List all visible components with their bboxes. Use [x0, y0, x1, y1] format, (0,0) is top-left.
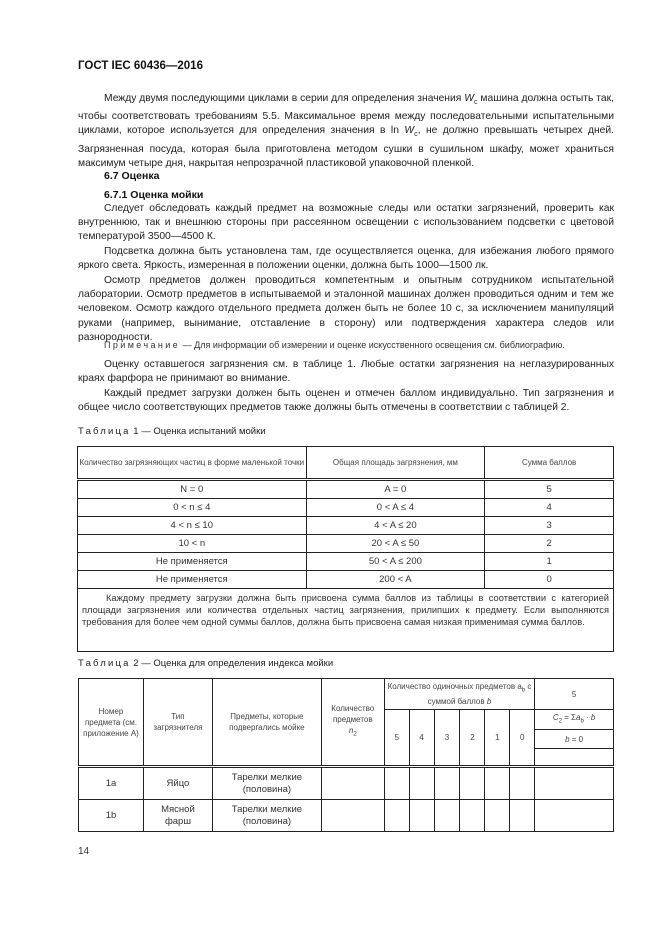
paragraph-3 — [78, 274, 614, 345]
cell-items-washed: Тарелки мелкие (половина) — [212, 767, 321, 800]
cell-score-2 — [460, 767, 485, 800]
cell-score-5 — [384, 767, 409, 800]
score-col-0: 0 — [510, 710, 535, 767]
cell: 3 — [485, 517, 614, 535]
cell-score-2 — [460, 800, 485, 832]
cell: 50 < A ≤ 200 — [306, 553, 485, 571]
cell-score-3 — [434, 767, 460, 800]
table-row — [78, 499, 614, 517]
table2-header-sum-lower: b = 0 — [535, 730, 614, 749]
table2-header-single-items — [384, 679, 534, 710]
table-row — [78, 553, 614, 571]
table2-caption — [78, 658, 333, 669]
table2 — [78, 678, 614, 832]
table2-header-items-washed: Предметы, которые подвергались мойке — [212, 679, 321, 767]
cell-score-3 — [434, 800, 460, 832]
cell: N = 0 — [78, 480, 307, 499]
cell: 5 — [485, 480, 614, 499]
paragraph-5 — [78, 387, 614, 415]
cell-score-4 — [409, 800, 434, 832]
table1-caption-label: Таблица — [78, 426, 131, 437]
intro-text-1: Между двумя последующими циклами в серии для определения значения — [104, 93, 465, 104]
table2-header-sum-formula: $C_2 = \Sigma a_b \cdot b$ — [535, 710, 614, 730]
table1 — [77, 446, 614, 652]
var-w: W — [464, 93, 474, 104]
table-row — [78, 480, 614, 499]
intro-text-3: , не должно превышать четырех дней. Загрязненная посуда, которая была приготовлена методом сушки в сушильном шкафу, может храниться максимум четыре дня, накрытая непрозрачной пластиковой упаковочной пленкой. — [78, 125, 614, 169]
paragraph-2-text: Подсветка должна быть установлена там, где осуществляется оценка, для избежания любого прямого яркого света. Яркость, измеренная в положении оценки, должна быть 1000—1500 лк. — [78, 246, 614, 272]
cell-count — [321, 767, 384, 800]
count-label: Количество предметов — [331, 704, 375, 725]
table2-header-sum-upper: 5 — [535, 679, 614, 710]
cell: 4 — [485, 499, 614, 517]
score-col-4: 4 — [409, 710, 434, 767]
cell: Не применяется — [78, 571, 307, 589]
paragraph-3-text: Осмотр предметов должен проводиться компетентным и опытным сотрудником испытательной лаборатории. Осмотр предметов в испытываемой и эталонной машинах должен проводиться одним и тем же человеком. Осмотр каждого отдельного предмета должен быть не более 10 с, за исключением манипуляций руками (например, вынимание, отставление в сторону) или подтверждения характера следов или разнородности. — [78, 275, 614, 343]
section-title: 6.7 Оценка — [104, 170, 160, 182]
single-items-var: b — [486, 697, 492, 707]
cell-score-0 — [510, 767, 535, 800]
cell: 200 < A — [306, 571, 485, 589]
table1-header-area: Общая площадь загрязнения, мм — [306, 447, 485, 480]
table-row — [78, 535, 614, 553]
note-label: Примечание — [104, 340, 181, 350]
table2-header-blank — [535, 749, 614, 767]
intro-text-2: машина должна остыть так, чтобы соответствовать требованиям 5.5. Максимальное время между последовательными испытательными циклами, которое используется для определения значения в ln — [78, 93, 614, 137]
table2-header-soil-type: Тип загрязнителя — [143, 679, 212, 767]
single-items-sub: b — [521, 687, 526, 694]
cell-count — [321, 800, 384, 832]
table1-header-score: Сумма баллов — [485, 447, 614, 480]
table1-header-row — [78, 447, 614, 480]
table1-caption-text: 1 — Оценка испытаний мойки — [130, 426, 266, 437]
cell: 20 < A ≤ 50 — [306, 535, 485, 553]
paragraph-1-text: Следует обследовать каждый предмет на возможные следы или остатки загрязнений, проверить как внутреннюю, так и внешнюю стороны при рассеянном освещении с использованием подсветки с цветовой температурой 3500—4500 К. — [78, 203, 614, 243]
table2-caption-label: Таблица — [78, 658, 131, 669]
standard-header: ГОСТ IEC 60436—2016 — [78, 60, 203, 72]
cell: 0 < n ≤ 4 — [78, 499, 307, 517]
var-sub: c — [473, 99, 478, 107]
cell: A = 0 — [306, 480, 485, 499]
table1-header-particles: Количество загрязняющих частиц в форме маленькой точки — [78, 447, 307, 480]
table1-footnote-text: Каждому предмету загрузки должна быть присвоена сумма баллов из таблицы в соответствии с категорией площади загрязнения или количества отдельных частиц загрязнения, прилипших к предмету. Если выполняются требования для более чем одной суммы баллов, должна быть присвоена самая низкая применимая сумма баллов. — [82, 593, 609, 628]
cell: 4 < A ≤ 20 — [306, 517, 485, 535]
table2-header-row-1 — [79, 679, 614, 710]
single-items-label: Количество одиночных предметов a — [387, 681, 522, 691]
cell: 4 < n ≤ 10 — [78, 517, 307, 535]
cell: 2 — [485, 535, 614, 553]
cell-sum — [535, 767, 614, 800]
table2-caption-text: 2 — Оценка для определения индекса мойки — [130, 658, 334, 669]
cell-score-1 — [485, 800, 510, 832]
cell-score-1 — [485, 767, 510, 800]
table-row — [79, 800, 614, 832]
paragraph-1 — [78, 202, 614, 245]
count-symbol: n — [348, 726, 354, 736]
page-number: 14 — [78, 846, 90, 857]
intro-paragraph — [78, 92, 614, 171]
cell-score-5 — [384, 800, 409, 832]
cell-item-number: 1a — [79, 767, 144, 800]
table1-caption — [78, 426, 266, 437]
paragraph-4 — [78, 358, 614, 386]
score-col-5: 5 — [384, 710, 409, 767]
table2-header-count — [321, 679, 384, 767]
cell: Не применяется — [78, 553, 307, 571]
note-text: — Для информации об измерении и оценке искусственного освещения см. библиографию. — [180, 340, 565, 350]
subsection-title: 6.7.1 Оценка мойки — [104, 189, 204, 201]
cell-score-0 — [510, 800, 535, 832]
table-row — [78, 517, 614, 535]
cell-score-4 — [409, 767, 434, 800]
single-items-suffix: с суммой баллов — [427, 681, 532, 707]
table1-footnote-row — [78, 589, 614, 652]
var-w-2: W — [404, 125, 415, 137]
score-col-3: 3 — [434, 710, 460, 767]
paragraph-2 — [78, 245, 614, 273]
paragraph-4-text: Оценку оставшегося загрязнения см. в таблице 1. Любые остатки загрязнения на неглазурированных краях фарфора не принимают во внимание. — [78, 359, 614, 385]
table1-footnote — [78, 589, 614, 652]
cell-soil-type: Яйцо — [143, 767, 212, 800]
paragraph-5-text: Каждый предмет загрузки должен быть оценен и отмечен баллом индивидуально. Тип загрязнения и общее число соответствующих предметов также должны быть отмечены в соответствии с таблицей 2. — [78, 388, 614, 414]
count-sub: 2 — [353, 731, 357, 738]
score-col-1: 1 — [485, 710, 510, 767]
cell-sum — [535, 800, 614, 832]
cell: 0 — [485, 571, 614, 589]
cell: 10 < n — [78, 535, 307, 553]
cell-item-number: 1b — [79, 800, 144, 832]
cell: 1 — [485, 553, 614, 571]
note — [104, 339, 614, 351]
table-row — [79, 767, 614, 800]
cell-soil-type: Мясной фарш — [143, 800, 212, 832]
table-row — [78, 571, 614, 589]
score-col-2: 2 — [460, 710, 485, 767]
cell: 0 < A ≤ 4 — [306, 499, 485, 517]
cell-items-washed: Тарелки мелкие (половина) — [212, 800, 321, 832]
table2-header-item-number: Номер предмета (см. приложение А) — [79, 679, 144, 767]
var-sub-2: c — [414, 131, 418, 139]
